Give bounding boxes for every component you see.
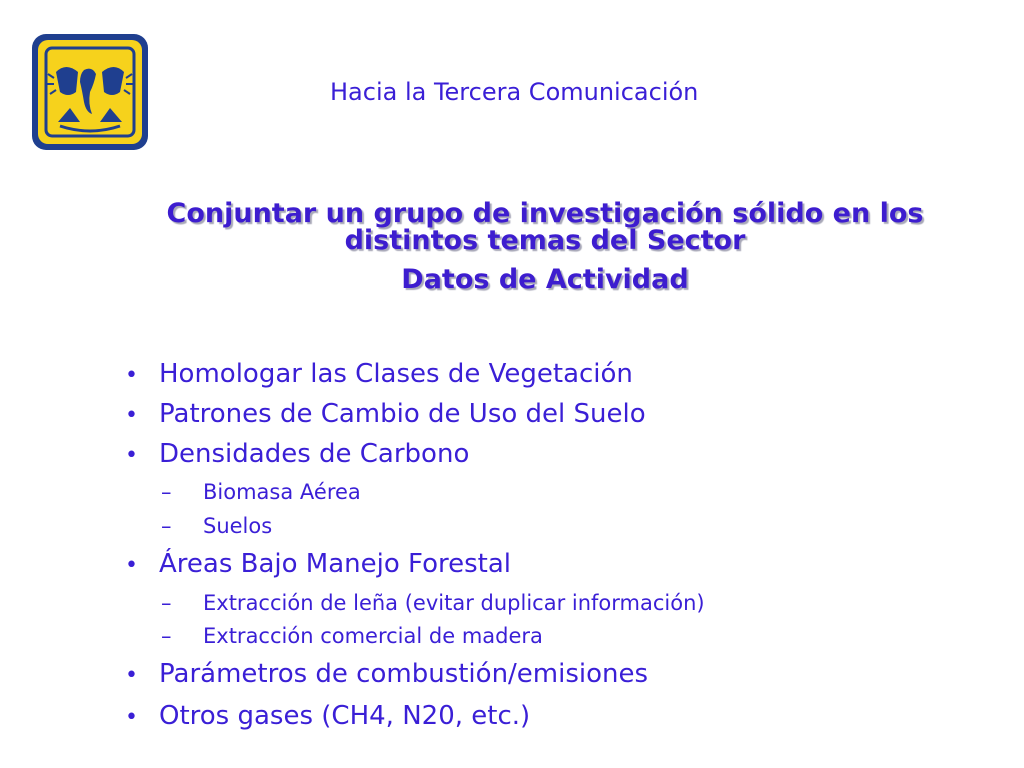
bullet-text: Otros gases (CH4, N20, etc.) — [159, 701, 531, 731]
sub-bullet-marker: – — [161, 624, 172, 648]
sub-bullet-item — [161, 619, 543, 653]
bullet-text: Parámetros de combustión/emisiones — [159, 659, 649, 689]
bullet-text: Homologar las Clases de Vegetación — [159, 359, 633, 389]
bullet-item — [125, 434, 469, 474]
sub-bullet-marker: – — [161, 591, 172, 615]
bullet-marker: • — [125, 663, 138, 688]
bullet-item — [125, 696, 530, 736]
slide-subtitle — [110, 200, 980, 293]
bullet-item — [125, 544, 511, 584]
unam-logo — [30, 32, 150, 152]
sub-bullet-item — [161, 509, 272, 543]
bullet-item — [125, 654, 648, 694]
bullet-text: Densidades de Carbono — [159, 439, 470, 469]
sub-bullet-item — [161, 586, 705, 620]
bullet-marker: • — [125, 443, 138, 468]
sub-bullet-text: Extracción de leña (evitar duplicar información) — [203, 591, 705, 615]
subtitle-activity-data: Datos de Actividad — [401, 264, 689, 295]
subtitle-research-group: Conjuntar un grupo de investigación sólido en los distintos temas del Sector — [166, 198, 924, 256]
sub-bullet-marker: – — [161, 480, 172, 504]
bullet-marker: • — [125, 553, 138, 578]
slide-title: Hacia la Tercera Comunicación — [330, 78, 699, 106]
bullet-item — [125, 394, 646, 434]
sub-bullet-text: Extracción comercial de madera — [203, 624, 543, 648]
sub-bullet-text: Suelos — [203, 514, 273, 538]
bullet-item — [125, 354, 633, 394]
bullet-text: Patrones de Cambio de Uso del Suelo — [159, 399, 646, 429]
sub-bullet-item — [161, 475, 361, 509]
bullet-marker: • — [125, 403, 138, 428]
bullet-marker: • — [125, 705, 138, 730]
sub-bullet-text: Biomasa Aérea — [203, 480, 361, 504]
sub-bullet-marker: – — [161, 514, 172, 538]
bullet-text: Áreas Bajo Manejo Forestal — [159, 549, 511, 579]
bullet-marker: • — [125, 363, 138, 388]
